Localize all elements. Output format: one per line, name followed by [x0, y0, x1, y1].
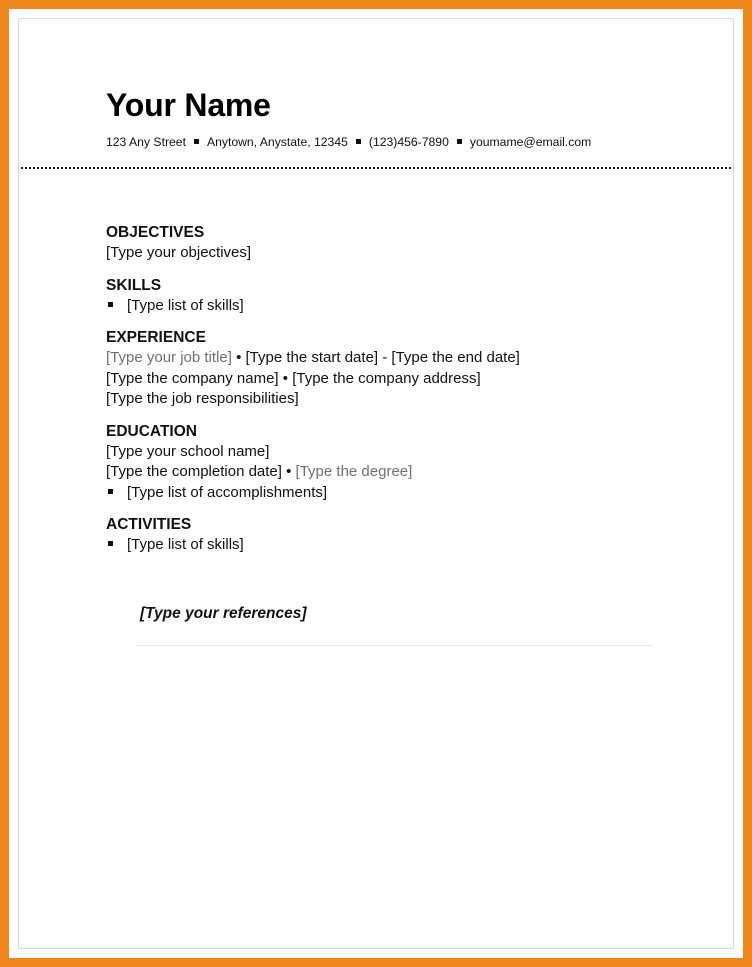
section-experience [106, 328, 666, 410]
square-bullet-icon [108, 302, 113, 307]
company-name-placeholder[interactable]: [Type the company name] [106, 369, 279, 387]
references-divider [137, 645, 653, 646]
job-title-placeholder[interactable]: [Type your job title] [106, 349, 232, 366]
section-skills [106, 276, 666, 317]
experience-company-line [106, 369, 666, 390]
address-street[interactable]: 123 Any Street [106, 135, 186, 149]
accomplishments-placeholder[interactable]: [Type list of accomplishments] [127, 483, 328, 501]
section-objectives [106, 223, 666, 264]
school-name-placeholder[interactable]: [Type your school name] [106, 442, 270, 460]
square-bullet-icon [356, 139, 361, 144]
responsibilities-placeholder[interactable]: [Type the job responsibilities] [106, 390, 299, 407]
degree-placeholder[interactable]: [Type the degree] [295, 463, 413, 480]
contact-line [106, 135, 591, 149]
separator: • [281, 463, 296, 480]
separator: • [278, 369, 293, 387]
phone-number[interactable]: (123)456-7890 [368, 135, 449, 149]
education-heading: EDUCATION [106, 422, 197, 440]
square-bullet-icon [194, 139, 199, 144]
experience-title-line [106, 348, 666, 369]
references-placeholder[interactable]: [Type your references] [140, 605, 307, 622]
activities-list-item [106, 535, 666, 556]
completion-date-placeholder[interactable]: [Type the completion date] [106, 463, 282, 480]
skills-placeholder[interactable]: [Type list of skills] [127, 296, 244, 314]
separator: - [378, 349, 392, 366]
skills-list-item [106, 296, 666, 317]
section-education [106, 422, 666, 504]
square-bullet-icon [108, 489, 113, 494]
start-date-placeholder[interactable]: [Type the start date] [245, 349, 379, 366]
section-activities [106, 515, 666, 556]
activities-placeholder[interactable]: [Type list of skills] [127, 536, 244, 553]
resume-body [106, 223, 666, 568]
company-address-placeholder[interactable]: [Type the company address] [292, 369, 481, 387]
square-bullet-icon [457, 139, 462, 144]
email-address[interactable]: youmame@email.com [469, 135, 592, 149]
skills-heading: SKILLS [106, 276, 162, 294]
square-bullet-icon [108, 541, 113, 546]
resume-name[interactable]: Your Name [106, 87, 271, 123]
address-city[interactable]: Anytown, Anystate, 12345 [206, 135, 348, 149]
objectives-heading: OBJECTIVES [106, 224, 205, 241]
end-date-placeholder[interactable]: [Type the end date] [391, 349, 520, 366]
accomplishments-list-item [106, 483, 666, 504]
header-divider [21, 167, 731, 169]
objectives-placeholder[interactable]: [Type your objectives] [106, 244, 252, 261]
separator: • [231, 349, 246, 366]
experience-heading: EXPERIENCE [106, 329, 206, 346]
activities-heading: ACTIVITIES [106, 516, 192, 533]
education-date-line [106, 462, 666, 483]
